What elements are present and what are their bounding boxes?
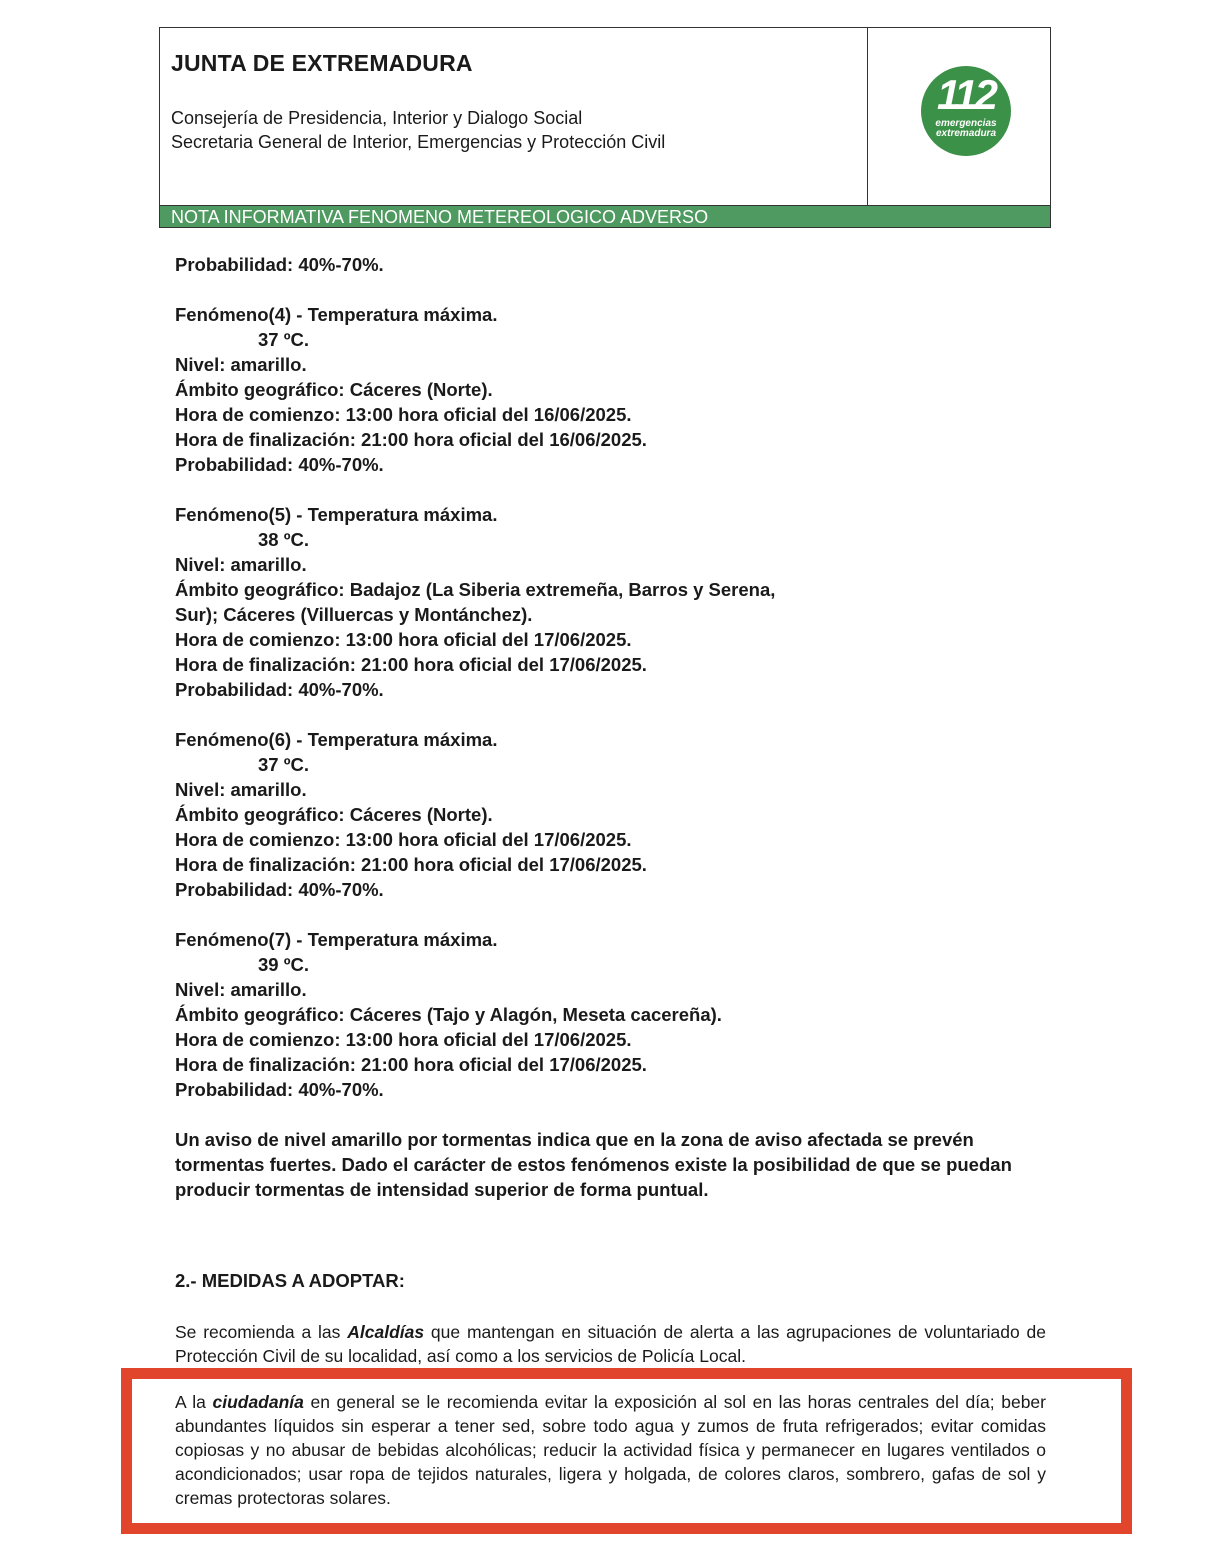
logo-text-line1: emergencias [935,118,997,129]
phenomenon-temperature: 39 ºC. [258,954,309,975]
phenomenon-level: Nivel: amarillo. [175,979,307,1000]
phenomenon-temperature: 37 ºC. [258,754,309,775]
phenomenon-level: Nivel: amarillo. [175,554,307,575]
citizens-text-after: en general se le recomienda evitar la exposición al sol en las horas centrales del día; beber abundantes líquidos sin esperar a tener sed, sobre todo agua y zumos de fruta refrigerados; evitar comidas copiosas y no abusar de bebidas alcohólicas; reducir la actividad física y permanecer en lugares ventilados o acondicionados; usar ropa de tejidos naturales, ligera y holgada, de colores claros, sombrero, gafas de sol y cremas protectoras solares. [175,1392,1046,1508]
intro-probability: Probabilidad: 40%-70%. [175,254,384,275]
phenomenon-block [175,727,1055,902]
phenomenon-title: Fenómeno(5) - Temperatura máxima. [175,504,498,525]
phenomenon-temperature: 38 ºC. [258,529,309,550]
mayors-text-after: que mantengan en situación de alerta a las agrupaciones de voluntariado de Protección Civil de su localidad, así como a los servicios de Policía Local. [175,1322,1046,1366]
citizens-recommendation [175,1390,1046,1510]
citizens-emphasis: ciudadanía [212,1392,304,1412]
phenomenon-level: Nivel: amarillo. [175,354,307,375]
phenomenon-block [175,302,1055,477]
phenomenon-probability: Probabilidad: 40%-70%. [175,1079,384,1100]
mayors-recommendation [175,1320,1046,1368]
phenomenon-title: Fenómeno(7) - Temperatura máxima. [175,929,498,950]
storm-warning-note: Un aviso de nivel amarillo por tormentas indica que en la zona de aviso afectada se prevén tormentas fuertes. Dado el carácter de estos fenómenos existe la posibilidad de que se puedan producir tormentas de intensidad superior de forma puntual. [175,1129,1012,1200]
header-text-cell [160,28,868,205]
department-name: Consejería de Presidencia, Interior y Dialogo Social [171,108,583,128]
phenomenon-probability: Probabilidad: 40%-70%. [175,454,384,475]
logo-text-line2: extremadura [935,128,997,139]
phenomenon-start: Hora de comienzo: 13:00 hora oficial del 17/06/2025. [175,1029,632,1050]
phenomenon-probability: Probabilidad: 40%-70%. [175,879,384,900]
section-title: 2.- MEDIDAS A ADOPTAR: [175,1270,405,1291]
phenomenon-scope-cont: Sur); Cáceres (Villuercas y Montánchez). [175,604,533,625]
phenomenon-start: Hora de comienzo: 13:00 hora oficial del 17/06/2025. [175,829,632,850]
phenomena-list [175,252,1055,1102]
org-title: JUNTA DE EXTREMADURA [171,50,473,76]
phenomenon-scope: Ámbito geográfico: Cáceres (Tajo y Alagón, Meseta cacereña). [175,1004,722,1025]
phenomenon-scope: Ámbito geográfico: Badajoz (La Siberia extremeña, Barros y Serena, [175,579,776,600]
logo-number: 112 [937,71,995,118]
note-banner: NOTA INFORMATIVA FENOMENO METEREOLOGICO ADVERSO [160,205,1050,227]
phenomenon-end: Hora de finalización: 21:00 hora oficial del 17/06/2025. [175,854,647,875]
header-logo-cell [868,28,1050,205]
emergency-112-logo [921,66,1011,156]
phenomenon-end: Hora de finalización: 21:00 hora oficial del 17/06/2025. [175,654,647,675]
secretariat-name: Secretaria General de Interior, Emergencias y Protección Civil [171,132,666,152]
phenomenon-scope: Ámbito geográfico: Cáceres (Norte). [175,804,493,825]
phenomenon-block [175,927,1055,1102]
phenomenon-start: Hora de comienzo: 13:00 hora oficial del 16/06/2025. [175,404,632,425]
phenomenon-level: Nivel: amarillo. [175,779,307,800]
document-header [159,27,1051,228]
phenomenon-temperature: 37 ºC. [258,329,309,350]
mayors-text-before: Se recomienda a las [175,1322,348,1342]
phenomenon-start: Hora de comienzo: 13:00 hora oficial del 17/06/2025. [175,629,632,650]
phenomenon-end: Hora de finalización: 21:00 hora oficial del 16/06/2025. [175,429,647,450]
phenomenon-probability: Probabilidad: 40%-70%. [175,679,384,700]
phenomenon-scope: Ámbito geográfico: Cáceres (Norte). [175,379,493,400]
phenomenon-end: Hora de finalización: 21:00 hora oficial del 17/06/2025. [175,1054,647,1075]
phenomenon-title: Fenómeno(4) - Temperatura máxima. [175,304,498,325]
phenomenon-title: Fenómeno(6) - Temperatura máxima. [175,729,498,750]
citizens-text-before: A la [175,1392,213,1412]
mayors-emphasis: Alcaldías [347,1322,425,1342]
phenomenon-block [175,502,1055,702]
